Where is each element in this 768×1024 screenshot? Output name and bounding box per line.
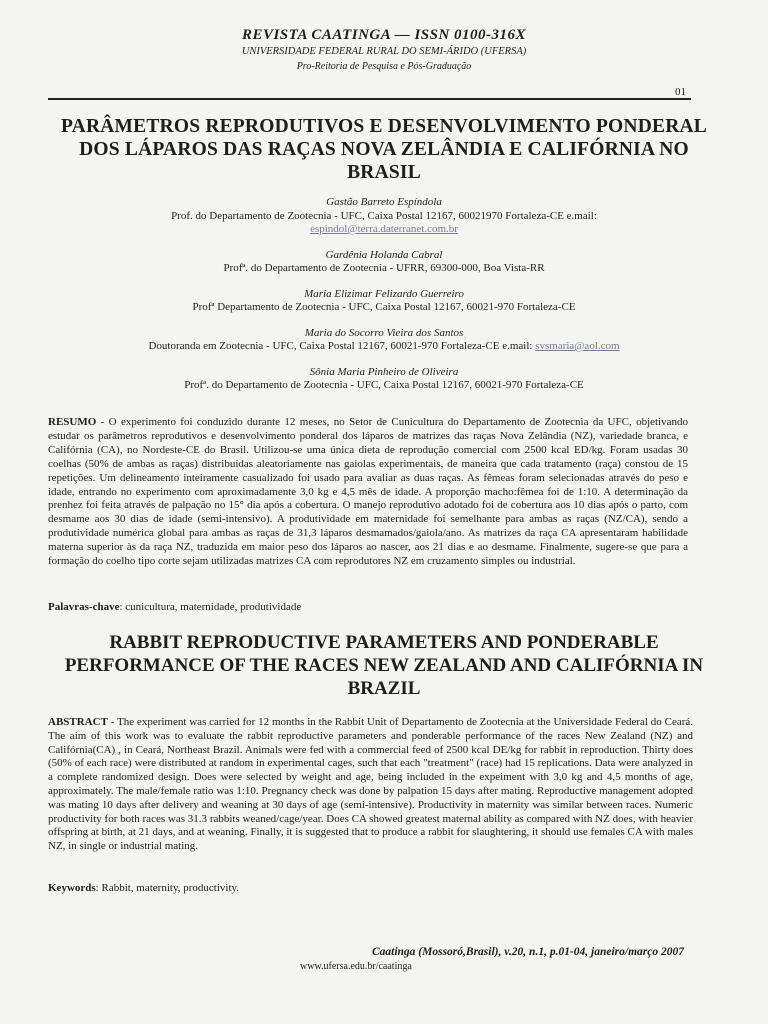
author-email[interactable]: espindol@terra.daterranet.com.br: [310, 223, 458, 235]
resumo-label: RESUMO: [48, 416, 97, 428]
journal-website[interactable]: www.ufersa.edu.br/caatinga: [300, 961, 412, 972]
author-affiliation: Profª. do Departamento de Zootecnia - UFRR, 69300-000, Boa Vista-RR: [223, 262, 545, 274]
author-affiliation-line: [60, 340, 708, 354]
author-affiliation: Prof. do Departamento de Zootecnia - UFC, Caixa Postal 12167, 60021970 Fortaleza-CE e.mail:: [171, 209, 597, 222]
keywords-label: Keywords: [48, 882, 96, 894]
palavras-chave-text: : cunicultura, maternidade, produtividade: [119, 601, 302, 613]
author-name: Gardênia Holanda Cabral: [325, 248, 443, 261]
author-affiliation: Profª Departamento de Zootecnia - UFC, Caixa Postal 12167, 60021-970 Fortaleza-CE: [192, 301, 576, 313]
abstract-text: - The experiment was carried for 12 months in the Rabbit Unit of Departamento de Zootecnia at the Universidade Federal do Ceará. The aim of this work was to evaluate the rabbit reproductive parameters and ponderable performance of the races New Zealand (NZ) and Califórnia(CA) , in Ceará, Northeast Brazil. Animals were fed with a commercial feed of 2500 kcal DE/kg for rabbit in reproduction. Thirty does (50% of each race) were distributed at random in experimental cages, such that each "treatment" (race) had 15 replications. Data were analyzed in a complete randomized design. Does were selected by weight and age, being included in the expeiment with 3,0 kg and 4,5 months of age, approximately. The male/female ratio was 1:10. Pregnancy check was done by palpation 15 days after mating. Reproductive management adopted was mating 10 days after delivery and weaning at 30 days of age (semi-intensive). Productivity in maternity was similar between races. Numeric productivity for both races was 31.3 rabbits weaned/cage/year. Does CA showed greatest maternal ability as compared with NZ does, with heavier offspring at birth, at 21 days, and at weaning. Finally, it is suggested that to produce a rabbit for slaughtering, it should use females CA with males NZ, in single or industrial mating.: [48, 716, 693, 853]
journal-citation: Caatinga (Mossoró,Brasil), v.20, n.1, p.01-04, janeiro/março 2007: [371, 946, 684, 958]
abstract-paragraph: [48, 716, 693, 854]
resumo-paragraph: [48, 416, 688, 569]
author-email[interactable]: svsmaria@aol.com: [535, 340, 620, 352]
author-block: [60, 288, 708, 315]
institution-name: UNIVERSIDADE FEDERAL RURAL DO SEMI-ÁRIDO (UFERSA): [241, 46, 527, 57]
author-name: Maria do Socorro Vieira dos Santos: [304, 326, 464, 339]
journal-title: REVISTA CAATINGA — ISSN 0100-316X: [241, 27, 527, 43]
author-block: [60, 249, 708, 276]
author-name: Sônia Maria Pinheiro de Oliveira: [309, 365, 459, 378]
palavras-chave-line: [48, 601, 688, 613]
page-number: 01: [675, 86, 686, 98]
abstract-label: ABSTRACT: [48, 716, 108, 728]
author-affiliation: Doutoranda em Zootecnia - UFC, Caixa Postal 12167, 60021-970 Fortaleza-CE e.mail:: [148, 340, 533, 352]
author-block: [60, 327, 708, 354]
article-title-portuguese: PARÂMETROS REPRODUTIVOS E DESENVOLVIMENTO PONDERAL DOS LÁPAROS DAS RAÇAS NOVA ZELÂNDIA E CALIFÓRNIA NO BRASIL: [61, 116, 707, 183]
author-list: [60, 196, 708, 405]
pro-reitoria-name: Pro-Reitoria de Pesquisa e Pós-Graduação: [296, 61, 472, 72]
author-block: [60, 366, 708, 393]
article-title-english: RABBIT REPRODUCTIVE PARAMETERS AND PONDERABLE PERFORMANCE OF THE RACES NEW ZEALAND AND CALIFÓRNIA IN BRAZIL: [64, 632, 704, 699]
author-name: Maria Elizimar Felizardo Guerreiro: [304, 287, 464, 300]
keywords-line: [48, 882, 693, 894]
author-name: Gastão Barreto Espíndola: [326, 196, 442, 208]
author-affiliation: Profª. do Departamento de Zootecnia - UFC, Caixa Postal 12167, 60021-970 Fortaleza-CE: [184, 379, 584, 391]
palavras-chave-label: Palavras-chave: [48, 601, 120, 613]
header-divider: [48, 98, 691, 100]
author-block: [60, 196, 708, 237]
keywords-text: : Rabbit, maternity, productivity.: [95, 882, 240, 894]
resumo-text: - O experimento foi conduzido durante 12 meses, no Setor de Cunicultura do Departamento de Zootecnia da UFC, objetivando estudar os parâmetros reprodutivos e desenvolvimento ponderal dos láparos de matrizes das raças Nova Zelândia (NZ), variedade branca, e Califórnia (CA), no Nordeste-CE do Brasil. Utilizou-se uma única dieta de reprodução comercial com 2500 kcal ED/kg. Foram usadas 30 coelhas (50% de ambas as raças) distribuídas aleatoriamente nas gaiolas experimentais, de maneira que cada tratamento (raça) constou de 15 repetições. Um delineamento inteiramente casualizado foi usado para avaliar as duas raças. As fêmeas foram selecionadas através do peso e idade, entrando no experimento com aproximadamente 3,0 kg e 4,5 mês de idade. A proporção macho:fêmea foi de 1:10. A determinação da prenhez foi feita através de palpação no 15° dia após a cobertura. O manejo reprodutivo adotado foi de cobertura aos 10 dias após o parto, com desmame aos 30 dias de idade (semi-intensivo). A produtividade em maternidade foi semelhante para ambas as raças (NZ/CA), sendo a produtividade numérica global para ambas as raças de 31,3 láparos desmamados/gaiola/ano. As matrizes da raça CA apresentaram habilidade materna superior às da raça NZ, traduzida em maior peso dos láparos ao nascer, aos 21 dias e ao desmame. Finalmente, sugere-se que para a formação do coelho tipo corte sejam utilizadas matrizes CA com reprodutores NZ em cruzamento simples ou industrial.: [48, 416, 688, 568]
